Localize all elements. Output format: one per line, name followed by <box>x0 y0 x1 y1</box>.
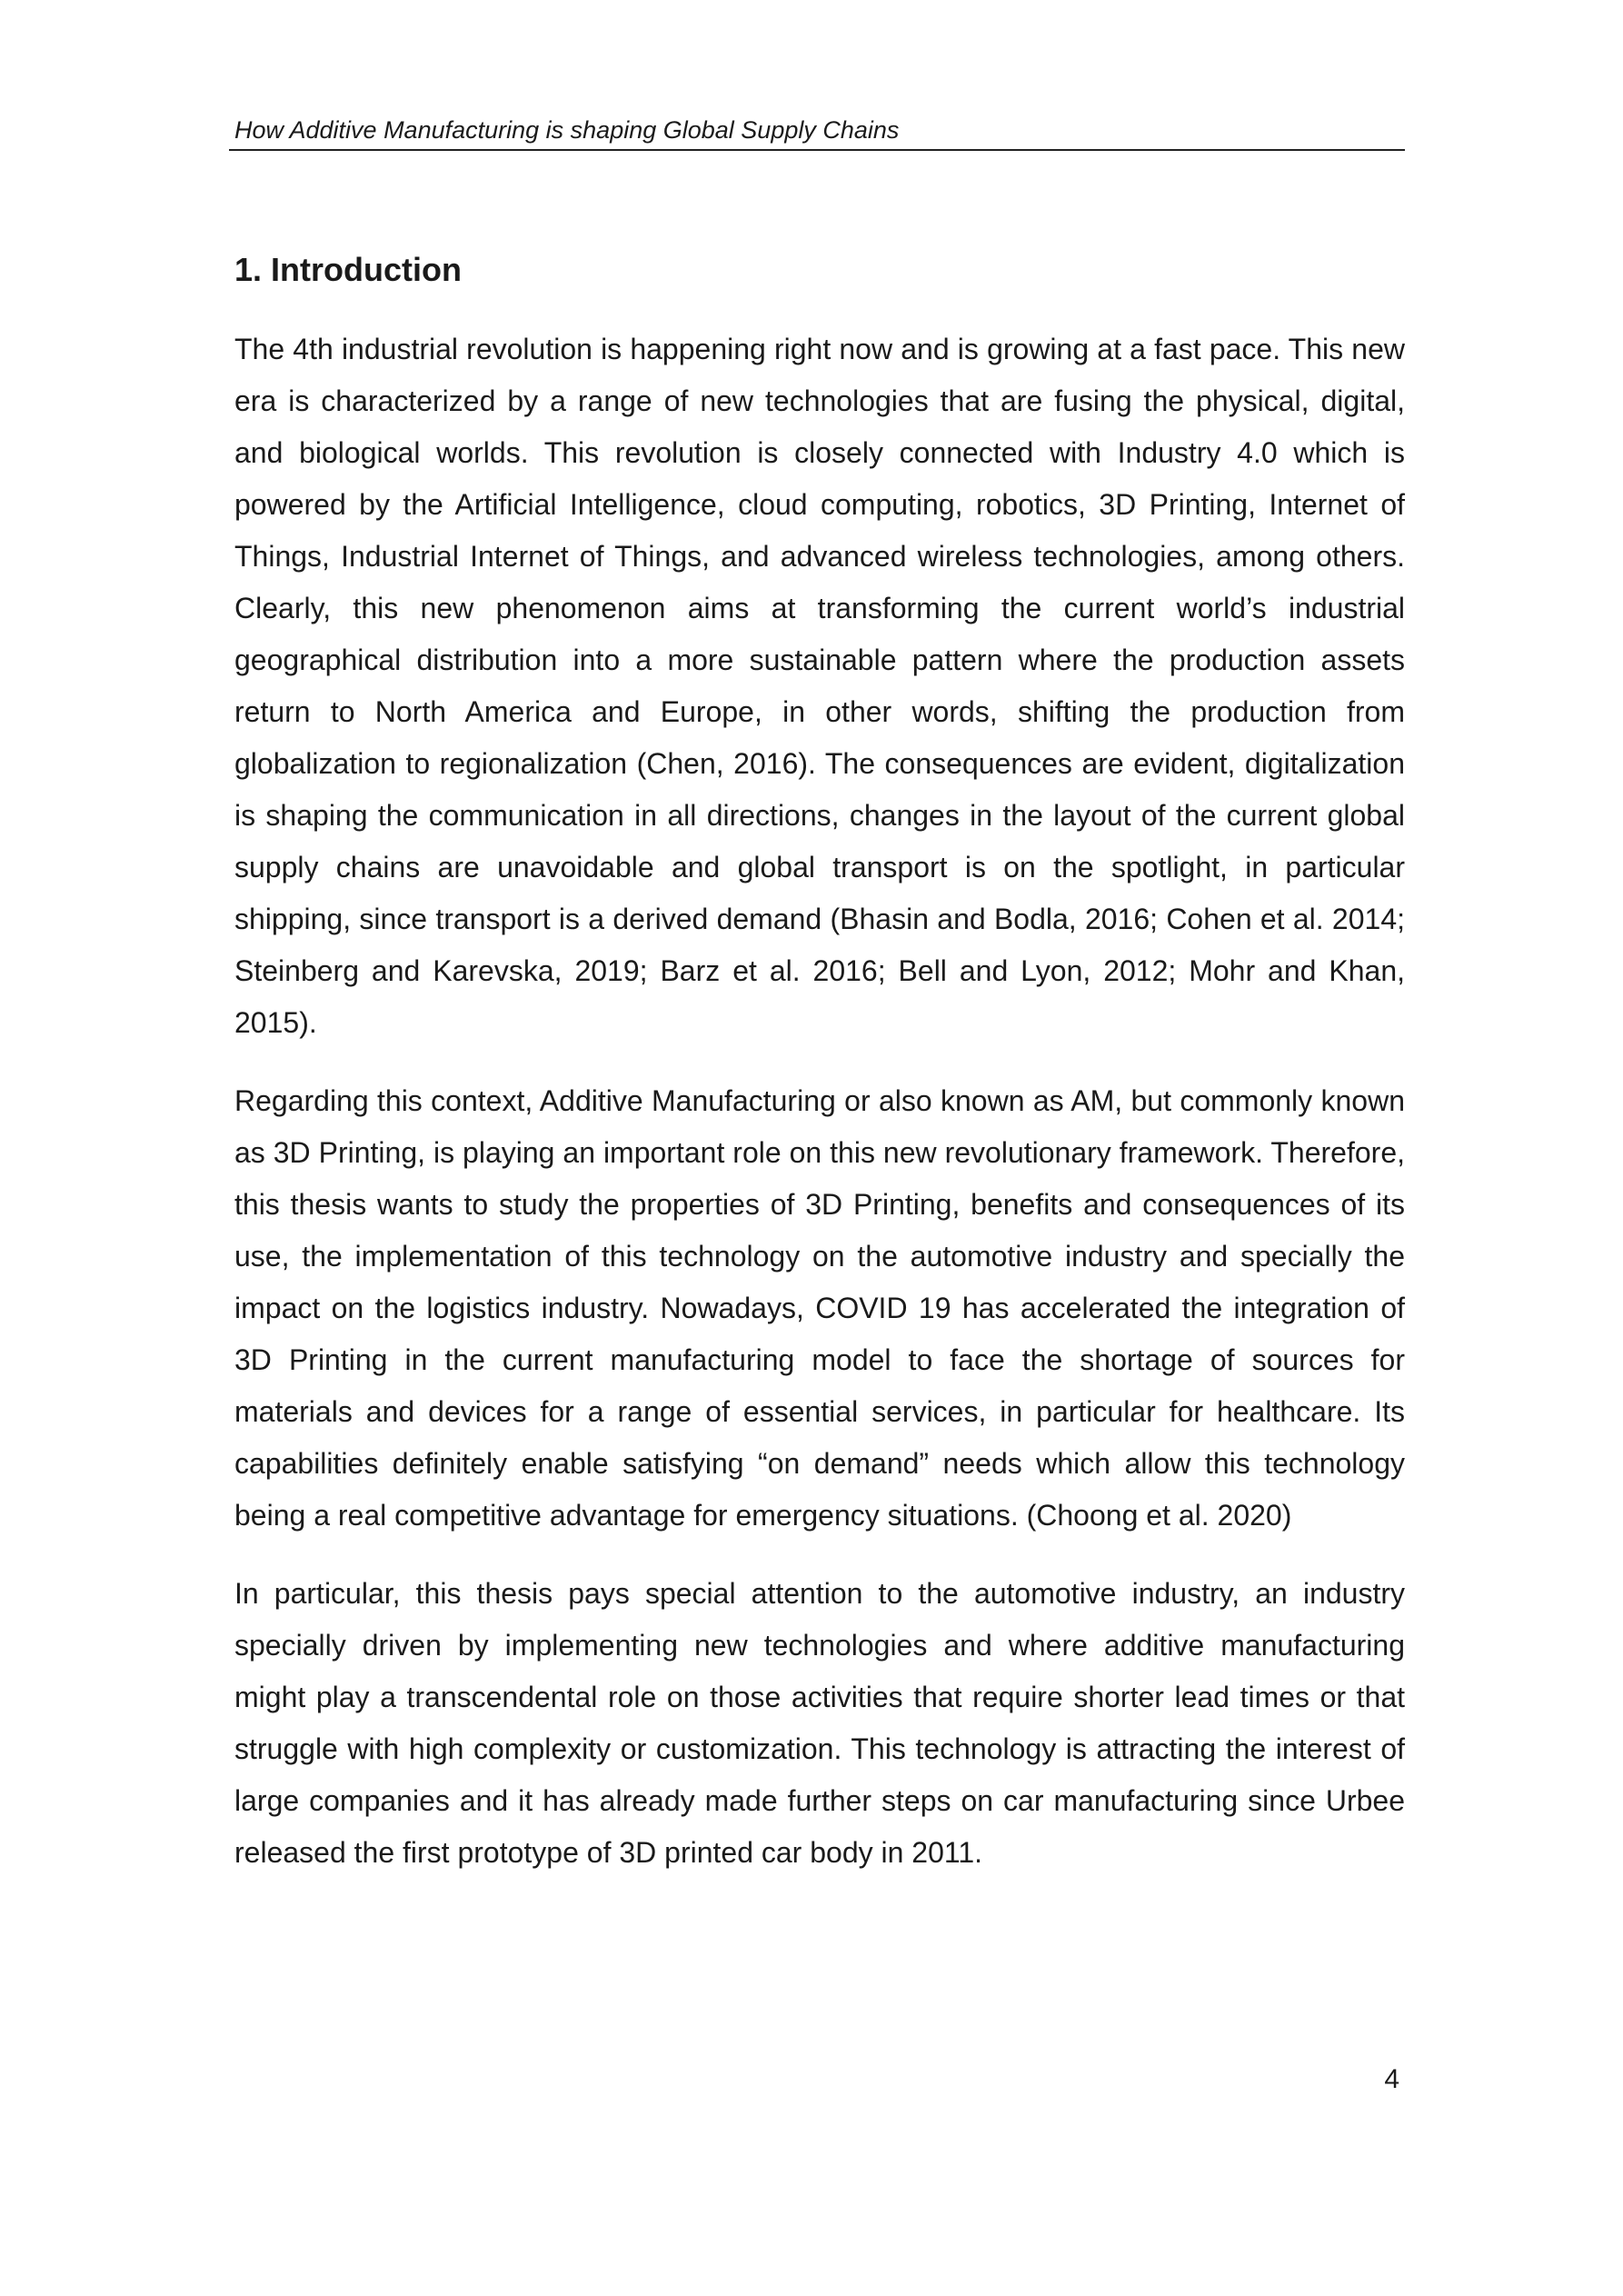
paragraph-2: Regarding this context, Additive Manufacturing or also known as AM, but commonly known as 3D Printing, is playing an important role on this new revolutionary framework. Therefore, this thesis wants to study the properties of 3D Printing, benefits and consequences of its use, the implementation of this technology on the automotive industry and specially the impact on the logistics industry. Nowadays, COVID 19 has accelerated the integration of 3D Printing in the current manufacturing model to face the shortage of sources for materials and devices for a range of essential services, in particular for healthcare. Its capabilities definitely enable satisfying “on demand” needs which allow this technology being a real competitive advantage for emergency situations. (Choong et al. 2020) <box>234 1084 1405 1532</box>
paragraph-1: The 4th industrial revolution is happening right now and is growing at a fast pace. This new era is characterized by a range of new technologies that are fusing the physical, digital, and biological worlds. This revolution is closely connected with Industry 4.0 which is powered by the Artificial Intelligence, cloud computing, robotics, 3D Printing, Internet of Things, Industrial Internet of Things, and advanced wireless technologies, among others. Clearly, this new phenomenon aims at transforming the current world’s industrial geographical distribution into a more sustainable pattern where the production assets return to North America and Europe, in other words, shifting the production from globalization to regionalization (Chen, 2016). The consequences are evident, digitalization is shaping the communication in all directions, changes in the layout of the current global supply chains are unavoidable and global transport is on the spotlight, in particular shipping, since transport is a derived demand (Bhasin and Bodla, 2016; Cohen et al. 2014; Steinberg and Karevska, 2019; Barz et al. 2016; Bell and Lyon, 2012; Mohr and Khan, 2015). <box>234 333 1405 1039</box>
paragraph-3: In particular, this thesis pays special attention to the automotive industry, an industry specially driven by implementing new technologies and where additive manufacturing might play a transcendental role on those activities that require shorter lead times or that struggle with high complexity or customization. This technology is attracting the interest of large companies and it has already made further steps on car manufacturing since Urbee released the first prototype of 3D printed car body in 2011. <box>234 1577 1405 1869</box>
section-body <box>234 324 1405 1905</box>
section-heading: 1. Introduction <box>234 251 462 288</box>
running-header-title: How Additive Manufacturing is shaping Global Supply Chains <box>234 116 900 144</box>
page-number: 4 <box>1384 2064 1399 2094</box>
header-divider <box>229 149 1405 151</box>
